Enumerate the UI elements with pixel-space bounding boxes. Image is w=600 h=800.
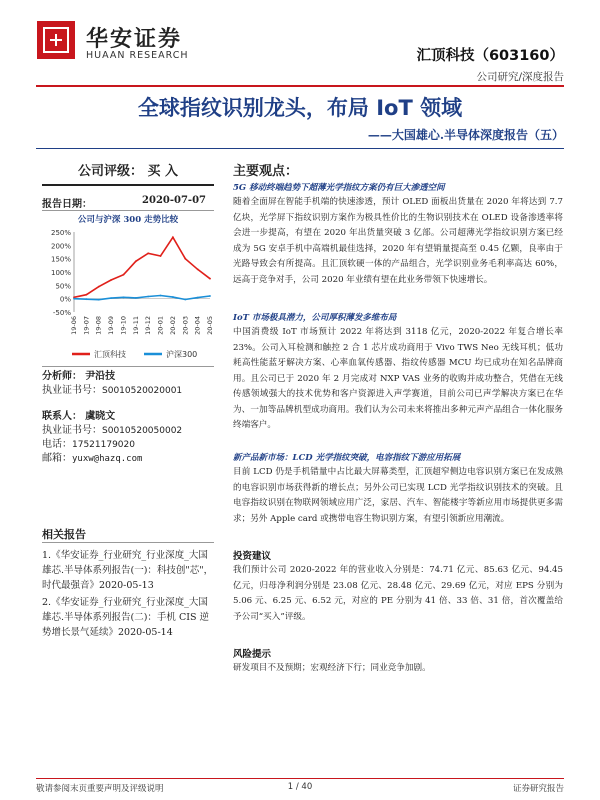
contact-block: [42, 410, 182, 466]
x-tick-label: 19-10: [119, 316, 128, 335]
main-views-title: 主要观点：: [233, 164, 299, 179]
related-divider: [42, 542, 214, 543]
company-name-code: 汇顶科技（603160）: [416, 48, 564, 64]
report-main-title: 全球指纹识别龙头，布局 IoT 领域: [137, 96, 463, 120]
series-point-0: [110, 279, 112, 281]
section-heading-new-products: 新产品新市场：LCD 光学指纹突破，电容指纹下游应用拓展: [233, 453, 461, 463]
series-point-1: [172, 296, 174, 298]
y-tick-label: 200%: [50, 242, 71, 251]
series-point-0: [147, 252, 149, 254]
section-body-investment: 我们预计公司 2020-2022 年的营业收入分别是：74.71 亿元、85.63 亿元、94.45 亿元，归母净利润分别是 23.08 亿元、28.48 亿元、29.69 亿元，对应 EPS 分别为 5.06 元、6.25 元、6.52 元，对应的 PE 分别为 41 倍、33 倍、31 倍，首次覆盖给予公司“买入”评级。: [233, 565, 563, 622]
series-point-0: [184, 258, 186, 260]
series-point-1: [123, 296, 125, 298]
x-tick-label: 19-12: [144, 316, 153, 335]
contact-name: 虞晓文: [85, 411, 116, 422]
contact-phone: 17521179020: [72, 440, 135, 450]
company-rating: 公司评级： 买 入: [77, 164, 179, 179]
x-tick-label: 20-01: [156, 316, 165, 335]
analyst-label: 分析师：: [42, 371, 82, 382]
series-point-0: [172, 236, 174, 238]
series-point-1: [197, 297, 199, 299]
series-point-1: [110, 297, 112, 299]
contact-email-label: 邮箱：: [42, 453, 72, 464]
analyst-cert-label: 执业证书号：: [42, 385, 102, 396]
x-tick-label: 20-04: [193, 316, 202, 335]
series-point-0: [209, 278, 211, 280]
footer-label: 证券研究报告: [512, 784, 564, 794]
rating-divider: [42, 184, 214, 186]
section-body-risk: 研发项目不及预期；宏观经济下行；同业竞争加剧。: [233, 663, 431, 673]
series-point-1: [85, 298, 87, 300]
related-reports-title: 相关报告: [42, 528, 86, 541]
footer-disclaimer[interactable]: 敬请参阅末页重要声明及评级说明: [36, 784, 164, 794]
date-divider: [42, 210, 214, 211]
contact-cert: S0010520050002: [102, 426, 183, 436]
series-line-1: [74, 296, 210, 300]
analyst-cert: S0010520020001: [102, 386, 183, 396]
series-point-1: [184, 299, 186, 301]
related-report-item[interactable]: 1.《华安证券_行业研究_行业深度_大国雄芯.半导体系列报告(一)：科技创"芯"，时代最强音》2020-05-13: [42, 550, 214, 591]
x-tick-label: 19-08: [94, 316, 103, 335]
x-tick-label: 20-05: [206, 316, 214, 335]
contact-label: 联系人：: [42, 411, 82, 422]
report-sub-title: ——大国雄心.半导体深度报告（五）: [367, 128, 564, 142]
section-body-5g: 随着全面屏在智能手机端的快速渗透，预计 OLED 面板出货量在 2020 年将达到 7.7 亿块，光学屏下指纹识别方案作为极具性价比的生物识别技术在 OLED 设备渗透率将会进一步提高，有望在 2020 年出货量突破 3 亿部。公司超薄光学指纹识别方案已经成为 5G 安卓手机中高端机最佳选择，2020 年有望销量提高至 0.45 亿颗，良率由于光路导致会有所提高。且汇顶软硬一体的产品组合，光学识别业务毛利率高达 60%，远高于竞争对手，公司 2020 年业绩有望在此业务带领下快速增长。: [233, 197, 563, 285]
company-logo-seal: [37, 21, 75, 59]
section-heading-iot: IoT 市场极具潜力，公司厚积薄发多维布局: [233, 313, 397, 323]
section-body-new-products: 目前 LCD 仍是手机错量中占比最大屏幕类型，汇顶超窄侧边电容识别方案已在发成熟的电容识别市场获得新的增长点；另外公司已实现 LCD 光学指纹识别技术的突破。且电容指纹识别在物联网领域应用广泛，家居、汽车、智能楼宇等新应用市场提供更多需求；另外 Apple card 或携带电容生物识别方案，有望引领新应用潮流。: [233, 467, 563, 524]
related-reports-list: [42, 548, 214, 642]
series-point-1: [98, 299, 100, 301]
y-tick-label: 0%: [59, 295, 71, 304]
page-number: 1 / 40: [287, 782, 313, 792]
series-point-0: [85, 294, 87, 296]
series-line-0: [74, 237, 210, 297]
logo-english-name: HUAAN RESEARCH: [86, 50, 189, 61]
contact-email[interactable]: yuxw@hazq.com: [72, 454, 143, 464]
y-tick-label: -50%: [52, 309, 71, 317]
series-point-1: [135, 297, 137, 299]
x-tick-label: 19-07: [82, 316, 91, 335]
section-heading-investment: 投资建议: [233, 551, 272, 562]
series-point-1: [73, 298, 75, 300]
analyst-block: [42, 370, 182, 398]
x-tick-label: 20-03: [181, 316, 190, 335]
series-point-1: [209, 295, 211, 297]
series-point-0: [135, 260, 137, 262]
section-body-iot: 中国消费级 IoT 市场预计 2022 年将达到 3118 亿元，2020-2022 年复合增长率 23%。公司入耳检测和触控 2 合 1 芯片成功商用于 Vivo TWS Neo 无线耳机；低功耗高性能蓝牙解决方案、心率血氧传感器、指纹传感器 MCU 均已成功在知名品牌商用。且公司已于 2020 年 2 月完成对 NXP VAS 业务的收购并成功整合，凭借在无线传感领域强大的技术优势和客户资源进入声学赛道，目前公司已声学解决方案已在华为、一加等品牌机型成功商用。我们认为公司未来将推出多种元声产品组合一体化服务终端客户。: [233, 327, 563, 430]
contact-phone-label: 电话：: [42, 439, 72, 450]
y-tick-label: 50%: [55, 282, 71, 291]
series-point-0: [197, 268, 199, 270]
report-date: 2020-07-07: [142, 195, 206, 206]
x-tick-label: 19-06: [70, 316, 78, 335]
series-point-1: [160, 295, 162, 297]
stock-comparison-chart: [42, 226, 214, 366]
contact-cert-label: 执业证书号：: [42, 425, 102, 436]
report-date-label: 报告日期：: [42, 199, 92, 210]
chart-title: 公司与沪深 300 走势比较: [77, 215, 179, 225]
analyst-name: 尹沿技: [85, 371, 116, 382]
x-tick-label: 19-09: [107, 316, 116, 335]
section-heading-risk: 风险提示: [233, 649, 272, 660]
legend-label-1: 沪深300: [166, 350, 198, 359]
series-point-0: [160, 255, 162, 257]
legend-label-0: 汇顶科技: [94, 350, 126, 359]
series-point-0: [98, 286, 100, 288]
related-report-item[interactable]: 2.《华安证券_行业研究_行业深度_大国雄芯.半导体系列报告(二)：手机 CIS 逆势增长景气延续》2020-05-14: [42, 597, 210, 638]
footer-divider: [36, 778, 564, 779]
series-point-1: [147, 296, 149, 298]
report-type: 公司研究/深度报告: [476, 71, 564, 83]
y-tick-label: 100%: [50, 269, 71, 277]
header-divider: [36, 85, 564, 87]
series-point-0: [123, 274, 125, 276]
logo-chinese-name: 华安证券: [86, 26, 183, 52]
x-tick-label: 19-11: [131, 316, 140, 335]
title-divider: [36, 148, 564, 149]
chart-divider: [42, 366, 214, 367]
y-tick-label: 150%: [50, 255, 71, 264]
x-tick-label: 20-02: [168, 316, 177, 335]
y-tick-label: 250%: [50, 229, 71, 237]
section-heading-5g: 5G 移动终端趋势下超薄光学指纹方案仍有巨大渗透空间: [233, 183, 445, 193]
